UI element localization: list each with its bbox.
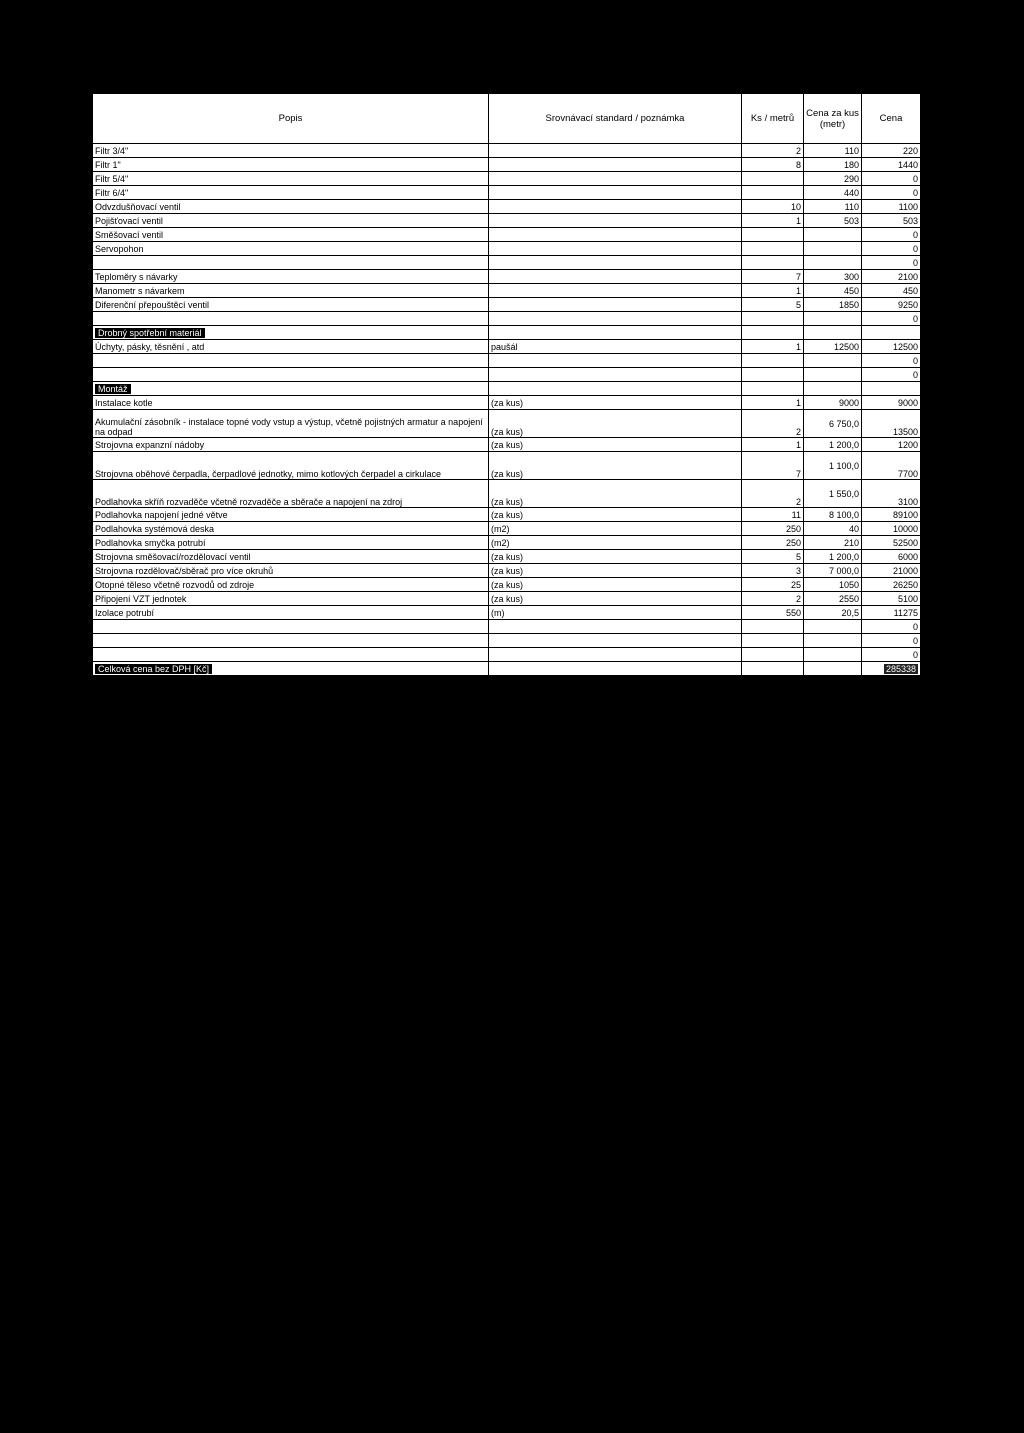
total-empty-cell: [489, 662, 742, 676]
row-price: 9250: [862, 298, 921, 312]
row-standard: paušál: [489, 340, 742, 354]
row-quantity: 1: [742, 340, 804, 354]
row-description: [93, 368, 489, 382]
table-row: [93, 368, 921, 382]
row-unit-price: 110: [804, 144, 862, 158]
section-installation-empty-cell: [742, 382, 804, 396]
row-description: Strojovna směšovací/rozdělovací ventil: [93, 550, 489, 564]
row-unit-price: 440: [804, 186, 862, 200]
header-unit-price: Cena za kus (metr): [804, 94, 862, 144]
table-row: [93, 284, 921, 298]
row-quantity: [742, 186, 804, 200]
row-unit-price: 7 000,0: [804, 564, 862, 578]
row-quantity: 1: [742, 396, 804, 410]
header-qty: Ks / metrů: [742, 94, 804, 144]
row-standard: [489, 158, 742, 172]
row-unit-price: [804, 228, 862, 242]
table-row: [93, 480, 921, 508]
row-unit-price: 1050: [804, 578, 862, 592]
row-unit-price: [804, 256, 862, 270]
table-row: [93, 508, 921, 522]
row-standard: (za kus): [489, 578, 742, 592]
row-description: [93, 312, 489, 326]
row-standard: (za kus): [489, 480, 742, 508]
total-empty-cell: [742, 662, 804, 676]
row-price: 450: [862, 284, 921, 298]
table-row: [93, 438, 921, 452]
row-standard: [489, 634, 742, 648]
row-price: 9000: [862, 396, 921, 410]
row-quantity: [742, 172, 804, 186]
row-standard: (za kus): [489, 508, 742, 522]
row-quantity: 1: [742, 284, 804, 298]
row-description: Filtr 5/4": [93, 172, 489, 186]
table-row: [93, 578, 921, 592]
row-price: 10000: [862, 522, 921, 536]
row-quantity: 1: [742, 438, 804, 452]
row-description: Podlahovka napojení jedné větve: [93, 508, 489, 522]
row-unit-price: [804, 312, 862, 326]
table-row: [93, 354, 921, 368]
row-description: Směšovací ventil: [93, 228, 489, 242]
row-quantity: 2: [742, 592, 804, 606]
row-unit-price: 20,5: [804, 606, 862, 620]
row-standard: (za kus): [489, 564, 742, 578]
row-unit-price: 210: [804, 536, 862, 550]
table-row: [93, 200, 921, 214]
row-quantity: 2: [742, 410, 804, 438]
table-row: [93, 634, 921, 648]
row-standard: [489, 354, 742, 368]
row-unit-price: [804, 354, 862, 368]
row-quantity: [742, 354, 804, 368]
row-description: Odvzdušňovací ventil: [93, 200, 489, 214]
section-materials-empty-cell: [489, 326, 742, 340]
table-row: [93, 214, 921, 228]
row-standard: (za kus): [489, 452, 742, 480]
row-unit-price: 1 100,0: [804, 452, 862, 480]
row-description: Servopohon: [93, 242, 489, 256]
row-standard: [489, 312, 742, 326]
row-description: Podlahovka systémová deska: [93, 522, 489, 536]
row-unit-price: [804, 620, 862, 634]
row-price: 1440: [862, 158, 921, 172]
total-label: Celková cena bez DPH [Kč]: [95, 664, 212, 674]
row-price: 26250: [862, 578, 921, 592]
row-unit-price: 6 750,0: [804, 410, 862, 438]
row-description: Filtr 3/4": [93, 144, 489, 158]
row-unit-price: 12500: [804, 340, 862, 354]
total-row: [93, 662, 921, 676]
price-table: [92, 93, 921, 676]
row-quantity: 2: [742, 144, 804, 158]
row-standard: [489, 648, 742, 662]
section-installation-empty-cell: [804, 382, 862, 396]
table-row: [93, 340, 921, 354]
table-row: [93, 158, 921, 172]
row-standard: [489, 172, 742, 186]
table-row: [93, 620, 921, 634]
row-description: Manometr s návarkem: [93, 284, 489, 298]
row-price: 0: [862, 312, 921, 326]
row-price: 6000: [862, 550, 921, 564]
row-quantity: 7: [742, 270, 804, 284]
row-price: 0: [862, 186, 921, 200]
table-row: [93, 270, 921, 284]
row-quantity: 250: [742, 522, 804, 536]
row-price: 0: [862, 256, 921, 270]
row-unit-price: 1 550,0: [804, 480, 862, 508]
row-price: 0: [862, 368, 921, 382]
row-price: 13500: [862, 410, 921, 438]
table-row: [93, 522, 921, 536]
row-price: 0: [862, 634, 921, 648]
table-body: [93, 144, 921, 676]
table-row: [93, 186, 921, 200]
row-description: Strojovna rozdělovač/sběrač pro více okruhů: [93, 564, 489, 578]
row-unit-price: 290: [804, 172, 862, 186]
section-installation-cell: [93, 382, 489, 396]
row-description: [93, 620, 489, 634]
row-unit-price: 180: [804, 158, 862, 172]
row-standard: (za kus): [489, 410, 742, 438]
row-quantity: [742, 620, 804, 634]
row-quantity: 10: [742, 200, 804, 214]
section-materials-label: Drobný spotřební materiál: [95, 328, 205, 338]
row-description: Instalace kotle: [93, 396, 489, 410]
row-price: 1200: [862, 438, 921, 452]
section-materials-empty-cell: [804, 326, 862, 340]
row-unit-price: [804, 242, 862, 256]
row-description: Diferenční přepouštěcí ventil: [93, 298, 489, 312]
table-row: [93, 536, 921, 550]
row-unit-price: [804, 648, 862, 662]
row-standard: [489, 144, 742, 158]
row-quantity: [742, 256, 804, 270]
row-quantity: 5: [742, 298, 804, 312]
row-price: 0: [862, 228, 921, 242]
row-quantity: [742, 312, 804, 326]
row-quantity: [742, 368, 804, 382]
row-description: Strojovna expanzní nádoby: [93, 438, 489, 452]
row-standard: (za kus): [489, 592, 742, 606]
section-materials-empty-cell: [862, 326, 921, 340]
table-row: [93, 312, 921, 326]
row-description: [93, 648, 489, 662]
row-standard: [489, 284, 742, 298]
row-quantity: 25: [742, 578, 804, 592]
price-sheet: [92, 93, 920, 676]
row-standard: [489, 270, 742, 284]
section-installation-empty-cell: [862, 382, 921, 396]
row-price: 220: [862, 144, 921, 158]
row-description: Úchyty, pásky, těsnění , atd: [93, 340, 489, 354]
row-unit-price: 503: [804, 214, 862, 228]
row-standard: [489, 242, 742, 256]
table-row: [93, 144, 921, 158]
row-unit-price: 9000: [804, 396, 862, 410]
row-quantity: 550: [742, 606, 804, 620]
row-quantity: 7: [742, 452, 804, 480]
row-standard: [489, 620, 742, 634]
total-value-cell: [862, 662, 921, 676]
row-description: Podlahovka smyčka potrubí: [93, 536, 489, 550]
row-unit-price: 40: [804, 522, 862, 536]
row-quantity: 2: [742, 480, 804, 508]
row-standard: (m2): [489, 522, 742, 536]
row-quantity: [742, 648, 804, 662]
section-installation: [93, 382, 921, 396]
table-row: [93, 242, 921, 256]
row-quantity: 1: [742, 214, 804, 228]
row-price: 89100: [862, 508, 921, 522]
row-price: 3100: [862, 480, 921, 508]
row-standard: (za kus): [489, 438, 742, 452]
row-price: 52500: [862, 536, 921, 550]
row-description: Izolace potrubí: [93, 606, 489, 620]
row-standard: (za kus): [489, 396, 742, 410]
row-unit-price: 8 100,0: [804, 508, 862, 522]
table-row: [93, 410, 921, 438]
row-quantity: [742, 228, 804, 242]
table-row: [93, 606, 921, 620]
row-standard: (m2): [489, 536, 742, 550]
row-unit-price: 110: [804, 200, 862, 214]
table-row: [93, 396, 921, 410]
section-materials-cell: [93, 326, 489, 340]
table-row: [93, 172, 921, 186]
row-quantity: 8: [742, 158, 804, 172]
section-installation-label: Montáž: [95, 384, 131, 394]
row-quantity: [742, 242, 804, 256]
row-unit-price: 450: [804, 284, 862, 298]
row-description: Podlahovka skříň rozvaděče včetně rozvaděče a sběrače a napojení na zdroj: [93, 480, 489, 508]
table-row: [93, 298, 921, 312]
row-standard: (za kus): [489, 550, 742, 564]
header-popis: Popis: [93, 94, 489, 144]
row-price: 21000: [862, 564, 921, 578]
section-materials: [93, 326, 921, 340]
row-standard: [489, 186, 742, 200]
header-standard: Srovnávací standard / poznámka: [489, 94, 742, 144]
row-unit-price: 1850: [804, 298, 862, 312]
row-quantity: [742, 634, 804, 648]
row-unit-price: 1 200,0: [804, 550, 862, 564]
section-materials-empty-cell: [742, 326, 804, 340]
row-standard: [489, 368, 742, 382]
row-description: [93, 354, 489, 368]
row-description: [93, 634, 489, 648]
row-standard: [489, 256, 742, 270]
row-price: 0: [862, 354, 921, 368]
row-description: Pojišťovací ventil: [93, 214, 489, 228]
row-price: 0: [862, 620, 921, 634]
row-description: Filtr 6/4": [93, 186, 489, 200]
row-standard: [489, 298, 742, 312]
header-row: [93, 94, 921, 144]
row-quantity: 250: [742, 536, 804, 550]
table-row: [93, 452, 921, 480]
row-description: Připojení VZT jednotek: [93, 592, 489, 606]
table-row: [93, 592, 921, 606]
table-row: [93, 564, 921, 578]
row-standard: [489, 228, 742, 242]
row-price: 0: [862, 172, 921, 186]
row-description: Teploměry s návarky: [93, 270, 489, 284]
row-description: Filtr 1": [93, 158, 489, 172]
total-value: 285338: [885, 663, 916, 674]
header-price: Cena: [862, 94, 921, 144]
row-unit-price: [804, 368, 862, 382]
table-row: [93, 550, 921, 564]
row-standard: (m): [489, 606, 742, 620]
row-price: 2100: [862, 270, 921, 284]
row-unit-price: [804, 634, 862, 648]
row-description: [93, 256, 489, 270]
row-standard: [489, 200, 742, 214]
table-row: [93, 256, 921, 270]
row-unit-price: 1 200,0: [804, 438, 862, 452]
row-price: 5100: [862, 592, 921, 606]
row-price: 0: [862, 648, 921, 662]
row-quantity: 3: [742, 564, 804, 578]
table-row: [93, 228, 921, 242]
total-empty-cell: [804, 662, 862, 676]
row-standard: [489, 214, 742, 228]
row-description: Strojovna oběhové čerpadla, čerpadlové jednotky, mimo kotlových čerpadel a cirkulace: [93, 452, 489, 480]
row-quantity: 5: [742, 550, 804, 564]
row-price: 7700: [862, 452, 921, 480]
section-installation-empty-cell: [489, 382, 742, 396]
total-label-cell: [93, 662, 489, 676]
row-unit-price: 2550: [804, 592, 862, 606]
row-price: 1100: [862, 200, 921, 214]
row-description: Otopné těleso včetně rozvodů od zdroje: [93, 578, 489, 592]
row-price: 11275: [862, 606, 921, 620]
table-row: [93, 648, 921, 662]
row-quantity: 11: [742, 508, 804, 522]
row-price: 0: [862, 242, 921, 256]
row-unit-price: 300: [804, 270, 862, 284]
row-description: Akumulační zásobník - instalace topné vody vstup a výstup, včetně pojistných armatur a napojení na odpad: [93, 410, 489, 438]
row-price: 12500: [862, 340, 921, 354]
row-price: 503: [862, 214, 921, 228]
